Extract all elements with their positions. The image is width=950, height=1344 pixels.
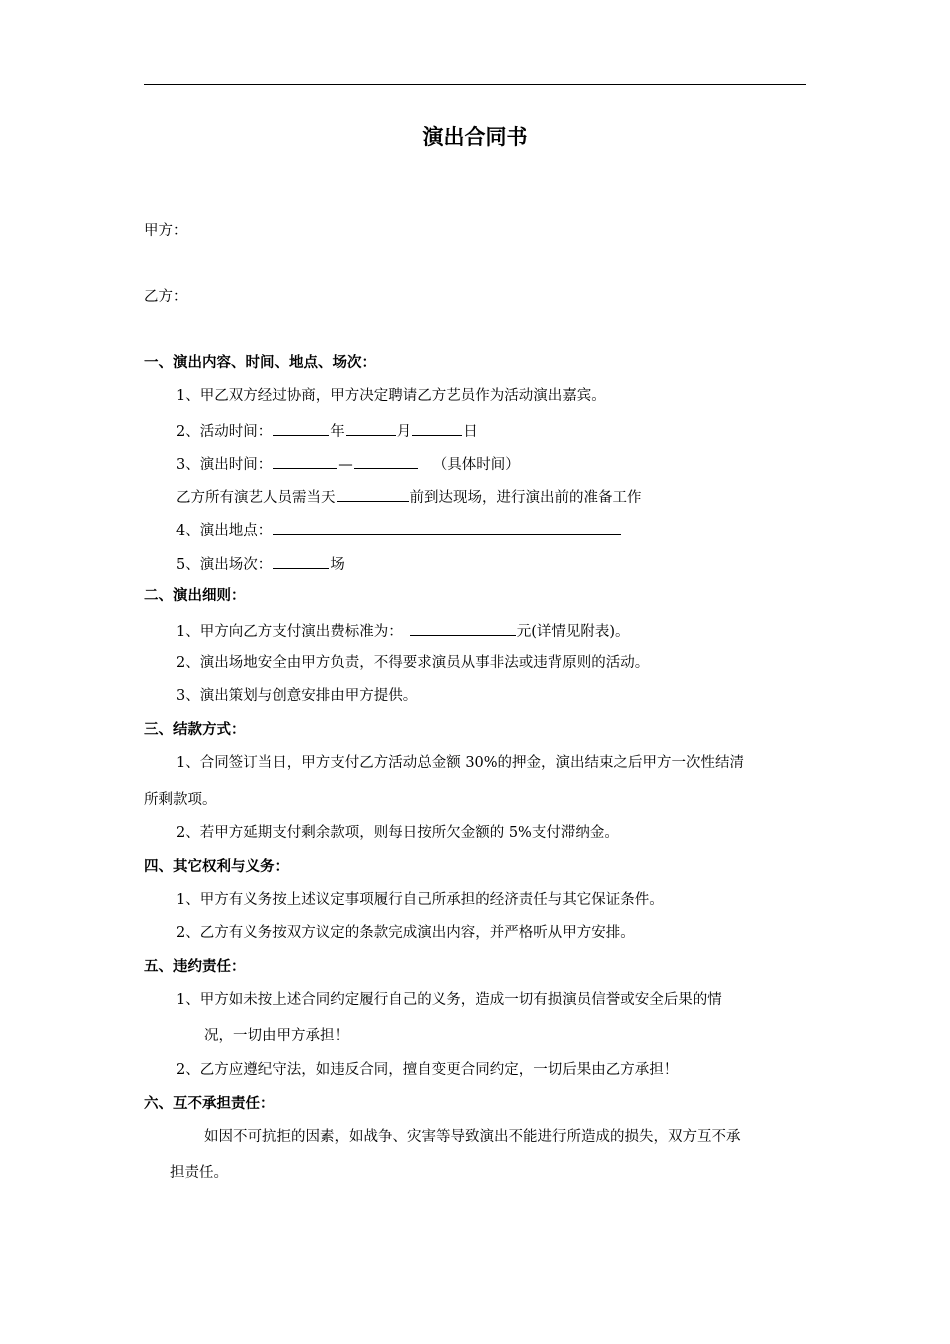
show-count-unit: 场 xyxy=(330,557,345,573)
section-2-heading: 二、演出细则： xyxy=(144,588,246,604)
fee-label: 1、甲方向乙方支付演出费标准为： xyxy=(176,624,403,640)
document-title: 演出合同书 xyxy=(422,125,528,149)
arrival-time-blank xyxy=(337,486,409,502)
s2-item-1 xyxy=(176,620,630,642)
s1-item-4 xyxy=(176,519,622,541)
year-blank xyxy=(273,420,329,436)
s3-item-1-line-2: 所剩款项。 xyxy=(144,792,217,808)
section-4-heading: 四、其它权利与义务： xyxy=(144,859,289,875)
s2-item-2: 2、演出场地安全由甲方负责，不得要求演员从事非法或违背原则的活动。 xyxy=(176,655,650,671)
fee-blank xyxy=(410,620,516,636)
performance-time-label: 3、演出时间： xyxy=(176,457,273,473)
end-time-blank xyxy=(354,453,418,469)
s1-item-3 xyxy=(176,453,520,475)
party-a-label: 甲方： xyxy=(144,223,188,239)
time-dash: — xyxy=(338,457,353,473)
s1-item-2 xyxy=(176,420,478,442)
venue-label: 4、演出地点： xyxy=(176,523,273,539)
s2-item-3: 3、演出策划与创意安排由甲方提供。 xyxy=(176,688,418,704)
specific-time-note: （具体时间） xyxy=(432,457,520,473)
section-6-heading: 六、互不承担责任： xyxy=(144,1096,275,1112)
s1-item-1: 1、甲乙双方经过协商，甲方决定聘请乙方艺员作为活动演出嘉宾。 xyxy=(176,388,606,404)
s5-item-1-line-2: 况，一切由甲方承担！ xyxy=(204,1028,349,1044)
month-label: 月 xyxy=(396,424,412,440)
year-label: 年 xyxy=(330,424,345,440)
s5-item-2: 2、乙方应遵纪守法，如违反合同，擅自变更合同约定，一切后果由乙方承担！ xyxy=(176,1062,679,1078)
s1-prep-line xyxy=(176,486,642,508)
s4-item-1: 1、甲方有义务按上述议定事项履行自己所承担的经济责任与其它保证条件。 xyxy=(176,892,664,908)
fee-unit: 元(详情见附表)。 xyxy=(516,624,630,640)
s1-item-5 xyxy=(176,553,345,575)
day-blank xyxy=(412,420,462,436)
show-count-blank xyxy=(273,553,329,569)
s6-line-2: 担责任。 xyxy=(170,1165,228,1181)
day-label: 日 xyxy=(463,424,478,440)
start-time-blank xyxy=(273,453,337,469)
section-5-heading: 五、违约责任： xyxy=(144,959,246,975)
s3-item-2: 2、若甲方延期支付剩余款项，则每日按所欠金额的 5%支付滞纳金。 xyxy=(176,825,619,841)
prep-text-b: 前到达现场，进行演出前的准备工作 xyxy=(409,490,642,506)
s5-item-1-line-1: 1、甲方如未按上述合同约定履行自己的义务，造成一切有损演员信誉或安全后果的情 xyxy=(176,992,722,1008)
header-rule xyxy=(144,84,806,85)
venue-blank xyxy=(273,519,621,535)
s4-item-2: 2、乙方有义务按双方议定的条款完成演出内容，并严格听从甲方安排。 xyxy=(176,925,635,941)
section-3-heading: 三、结款方式： xyxy=(144,722,246,738)
activity-time-label: 2、活动时间： xyxy=(176,424,273,440)
prep-text-a: 乙方所有演艺人员需当天 xyxy=(176,490,336,506)
s6-line-1: 如因不可抗拒的因素，如战争、灾害等导致演出不能进行所造成的损失，双方互不承 xyxy=(204,1129,741,1145)
show-count-label: 5、演出场次： xyxy=(176,557,273,573)
s3-item-1-line-1: 1、合同签订当日，甲方支付乙方活动总金额 30%的押金，演出结束之后甲方一次性结清 xyxy=(176,755,745,771)
party-b-label: 乙方： xyxy=(144,289,188,305)
section-1-heading: 一、演出内容、时间、地点、场次： xyxy=(144,355,376,371)
month-blank xyxy=(346,420,396,436)
